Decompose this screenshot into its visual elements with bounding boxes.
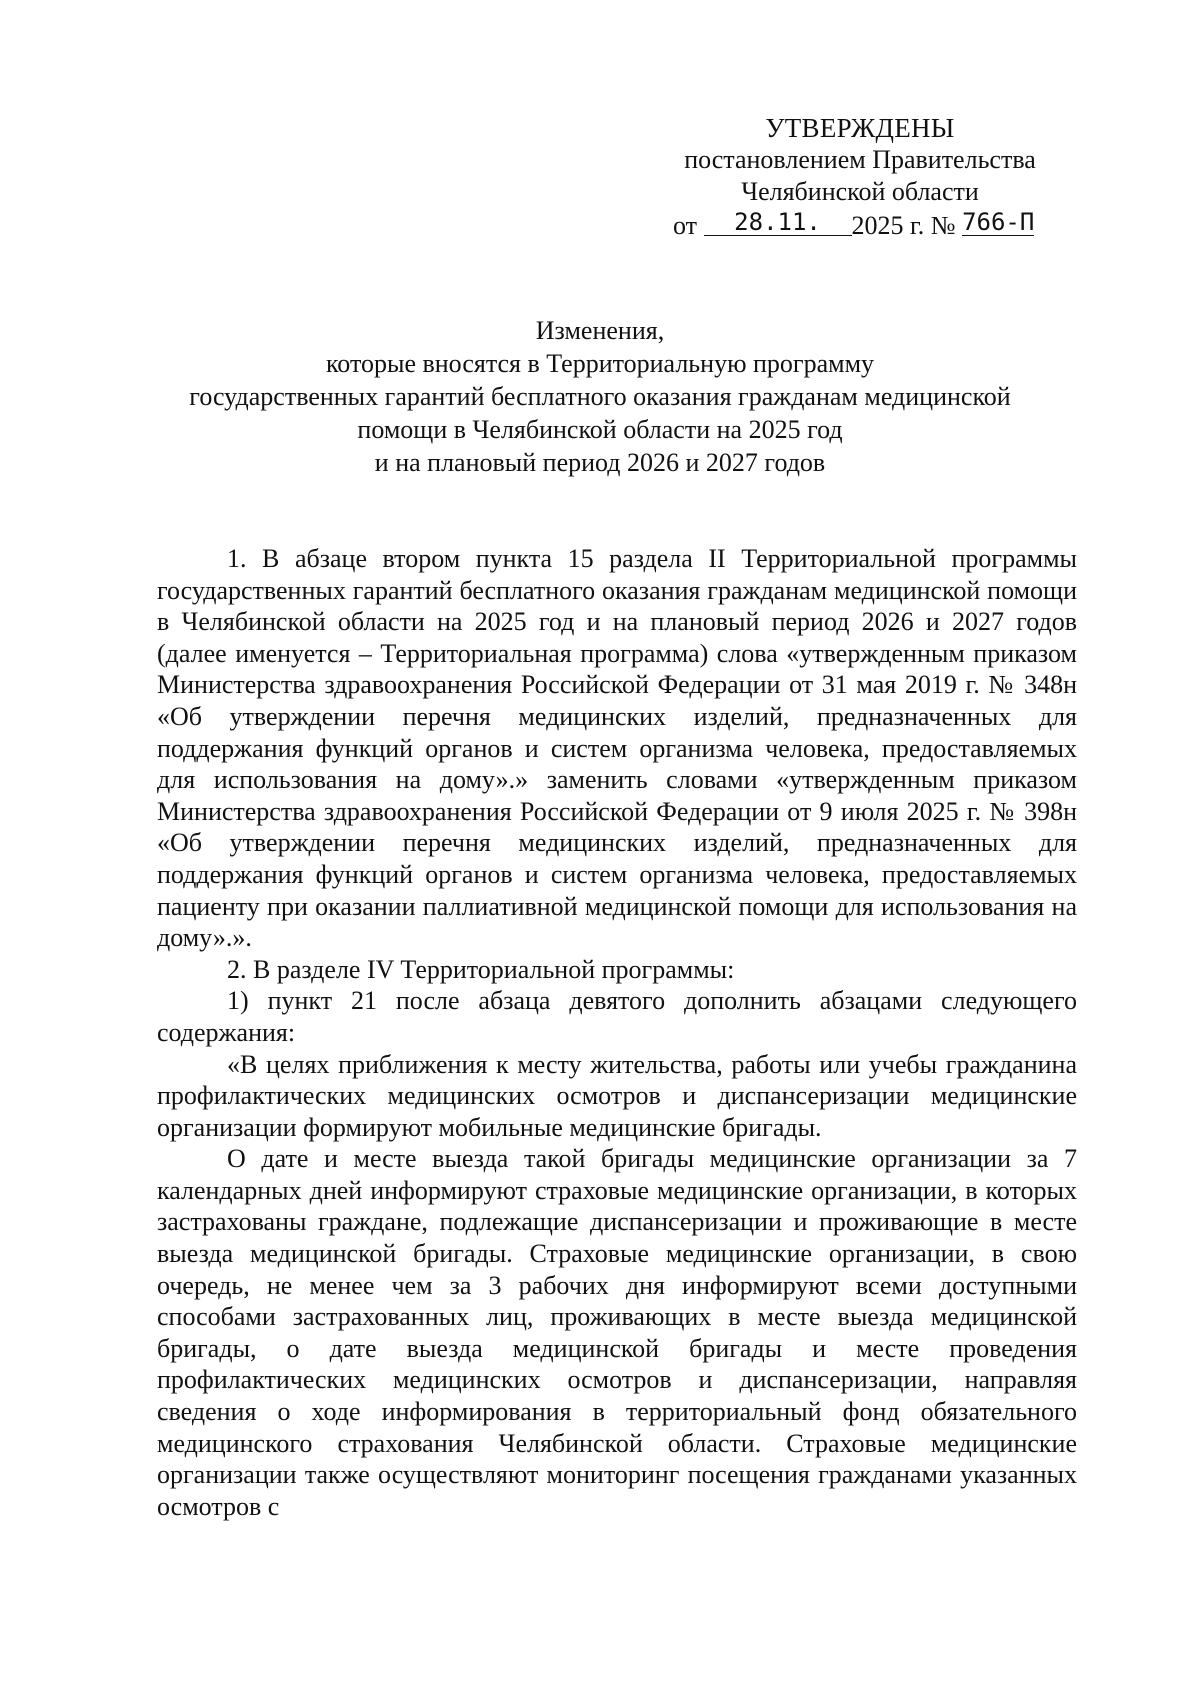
heading-line-3: государственных гарантий бесплатного оказания гражданам медицинской [189, 382, 1011, 411]
approval-block [640, 112, 1080, 242]
heading-line-2: которые вносятся в Территориальную программу [325, 349, 875, 378]
heading-line-1: Изменения, [535, 316, 665, 345]
heading-line-4: помощи в Челябинской области на 2025 год [357, 415, 843, 444]
paragraph-5: О дате и месте выезда такой бригады медицинские организации за 7 календарных дней информируют страховые медицинские организации, в которых застрахованы граждане, подлежащие диспансеризации и проживающие в месте выезда медицинской бригады. Страховые медицинские организации, в свою очередь, не менее чем за 3 рабочих дня информируют всеми доступными способами застрахованных лиц, проживающих в месте выезда медицинской бригады, о дате выезда медицинской бригады и месте проведения профилактических медицинских осмотров и диспансеризации, направляя сведения о ходе информирования в территориальный фонд обязательного медицинского страхования Челябинской области. Страховые медицинские организации также осуществляют мониторинг посещения гражданами указанных осмотров с [157, 1144, 1077, 1521]
heading-line-5: и на плановый период 2026 и 2027 годов [374, 448, 826, 477]
approval-title: УТВЕРЖДЕНЫ [765, 113, 955, 143]
document-number-field: 766-П [962, 208, 1035, 236]
year-number-label: 2025 г. № [851, 211, 956, 240]
approval-line-1: постановлением Правительства [684, 145, 1036, 174]
document-heading [140, 314, 1060, 479]
paragraph-1: 1. В абзаце втором пункта 15 раздела II Территориальной программы государственных гарантий бесплатного оказания гражданам медицинской помощи в Челябинской области на 2025 год и на плановый период 2026 и 2027 годов (далее именуется – Территориальная программа) слова «утвержденным приказом Министерства здравоохранения Российской Федерации от 31 мая 2019 г. № 348н «Об утверждении перечня медицинских изделий, предназначенных для поддержания функций органов и систем организма человека, предоставляемых для использования на дому».» заменить словами «утвержденным приказом Министерства здравоохранения Российской Федерации от 9 июля 2025 г. № 398н «Об утверждении перечня медицинских изделий, предназначенных для поддержания функций органов и систем организма человека, предоставляемых пациенту при оказании паллиативной медицинской помощи для использования на дому».». [157, 544, 1077, 953]
document-body [157, 543, 1077, 1522]
approval-line-2: Челябинской области [741, 177, 979, 206]
paragraph-4: «В целях приближения к месту жительства, работы или учебы гражданина профилактических медицинских осмотров и диспансеризации медицинские организации формируют мобильные медицинские бригады. [157, 1049, 1077, 1142]
paragraph-2: 2. В разделе IV Территориальной программы: [227, 954, 735, 984]
approval-date-line [640, 210, 1080, 242]
date-field: 28.11. [704, 209, 852, 236]
paragraph-3: 1) пункт 21 после абзаца девятого дополнить абзацами следующего содержания: [157, 986, 1077, 1047]
date-prefix: от [673, 211, 698, 240]
